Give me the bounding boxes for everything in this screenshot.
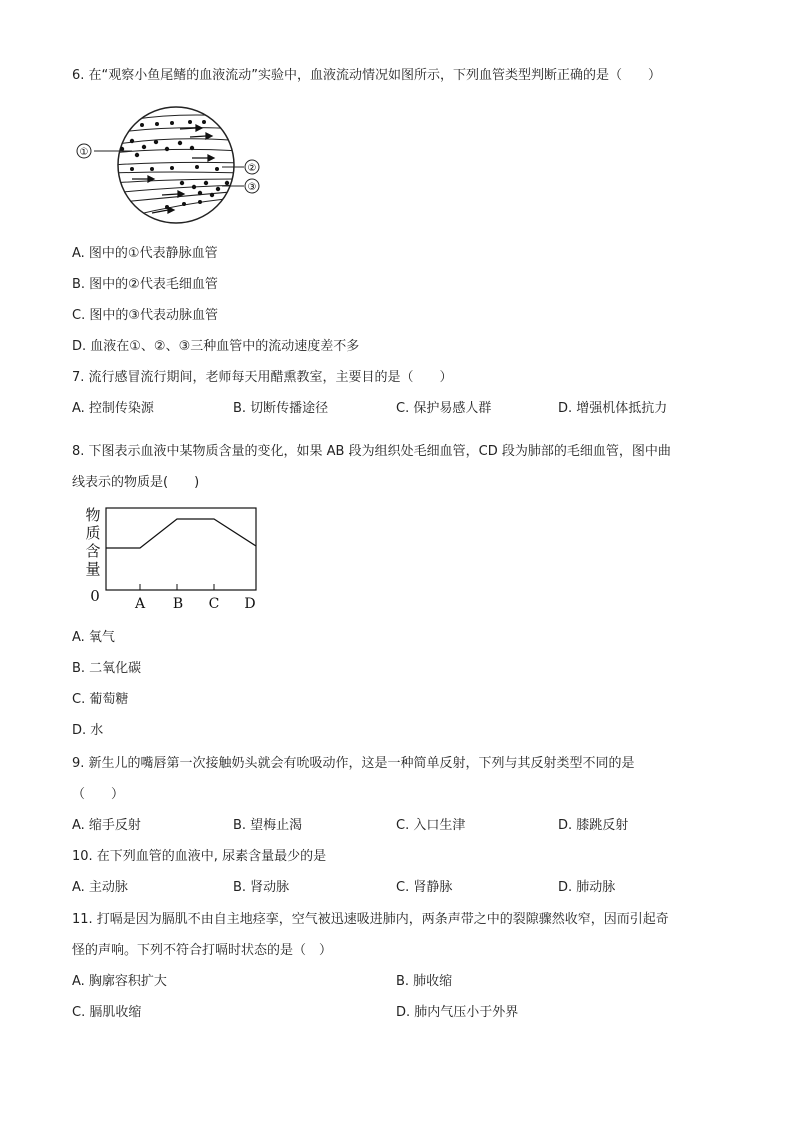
q7-option-a: A. 控制传染源 — [72, 401, 154, 416]
q10-stem: 10. 在下列血管的血液中, 尿素含量最少的是 — [72, 849, 327, 864]
tick-b: B — [172, 596, 184, 612]
q8-option-d: D. 水 — [72, 723, 104, 738]
q6-option-c: C. 图中的③代表动脉血管 — [72, 308, 218, 323]
q10-option-d: D. 肺动脉 — [558, 880, 616, 895]
q11-stem-line1: 11. 打嗝是因为膈肌不由自主地痉挛，空气被迅速吸进肺内，两条声带之中的裂隙骤然收窄，因而引起奇 — [72, 912, 669, 927]
label-3: ③ — [247, 182, 257, 193]
label-1: ① — [79, 147, 89, 158]
substance-content-figure — [80, 500, 270, 620]
q11-option-c: C. 膈肌收缩 — [72, 1005, 142, 1020]
q11-option-a: A. 胸廓容积扩大 — [72, 974, 167, 989]
q9-stem-line2: （ ） — [72, 787, 125, 802]
tick-d: D — [244, 596, 256, 612]
q9-option-b: B. 望梅止渴 — [233, 818, 303, 833]
q8-stem-line1: 8. 下图表示血液中某物质含量的变化，如果 AB 段为组织处毛细血管，CD 段为肺部的毛细血管，图中曲 — [72, 444, 671, 459]
q7-stem: 7. 流行感冒流行期间，老师每天用醋熏教室，主要目的是（ ） — [72, 370, 453, 385]
q6-option-d: D. 血液在①、②、③三种血管中的流动速度差不多 — [72, 339, 360, 354]
q8-stem-line2: 线表示的物质是( ) — [72, 475, 200, 490]
label-2: ② — [247, 163, 257, 174]
ylabel-char-2: 质 — [85, 524, 101, 542]
q10-option-b: B. 肾动脉 — [233, 880, 290, 895]
q9-option-d: D. 膝跳反射 — [558, 818, 629, 833]
tick-a: A — [134, 596, 146, 612]
ylabel-char-4: 量 — [85, 560, 101, 578]
q8-option-b: B. 二氧化碳 — [72, 661, 142, 676]
q10-option-c: C. 肾静脉 — [396, 880, 453, 895]
fish-tail-blood-flow-figure — [72, 103, 272, 228]
q6-stem: 6. 在“观察小鱼尾鳍的血液流动”实验中，血液流动情况如图所示，下列血管类型判断正确的是（ ） — [72, 68, 662, 83]
q11-option-d: D. 肺内气压小于外界 — [396, 1005, 519, 1020]
tick-c: C — [208, 596, 220, 612]
ylabel-char-3: 含 — [85, 542, 101, 560]
q10-option-a: A. 主动脉 — [72, 880, 128, 895]
q7-option-d: D. 增强机体抵抗力 — [558, 401, 668, 416]
q7-option-c: C. 保护易感人群 — [396, 401, 492, 416]
q11-stem-line2: 怪的声响。下列不符合打嗝时状态的是（ ） — [72, 943, 333, 958]
q6-option-a: A. 图中的①代表静脉血管 — [72, 246, 218, 261]
q8-option-c: C. 葡萄糖 — [72, 692, 129, 707]
q9-stem-line1: 9. 新生儿的嘴唇第一次接触奶头就会有吮吸动作，这是一种简单反射，下列与其反射类型不同的是 — [72, 756, 635, 771]
q11-option-b: B. 肺收缩 — [396, 974, 453, 989]
q8-option-a: A. 氧气 — [72, 630, 115, 645]
origin-label: 0 — [90, 587, 100, 605]
q9-option-a: A. 缩手反射 — [72, 818, 141, 833]
q6-option-b: B. 图中的②代表毛细血管 — [72, 277, 218, 292]
q9-option-c: C. 入口生津 — [396, 818, 466, 833]
ylabel-char-1: 物 — [85, 506, 101, 524]
q7-option-b: B. 切断传播途径 — [233, 401, 329, 416]
